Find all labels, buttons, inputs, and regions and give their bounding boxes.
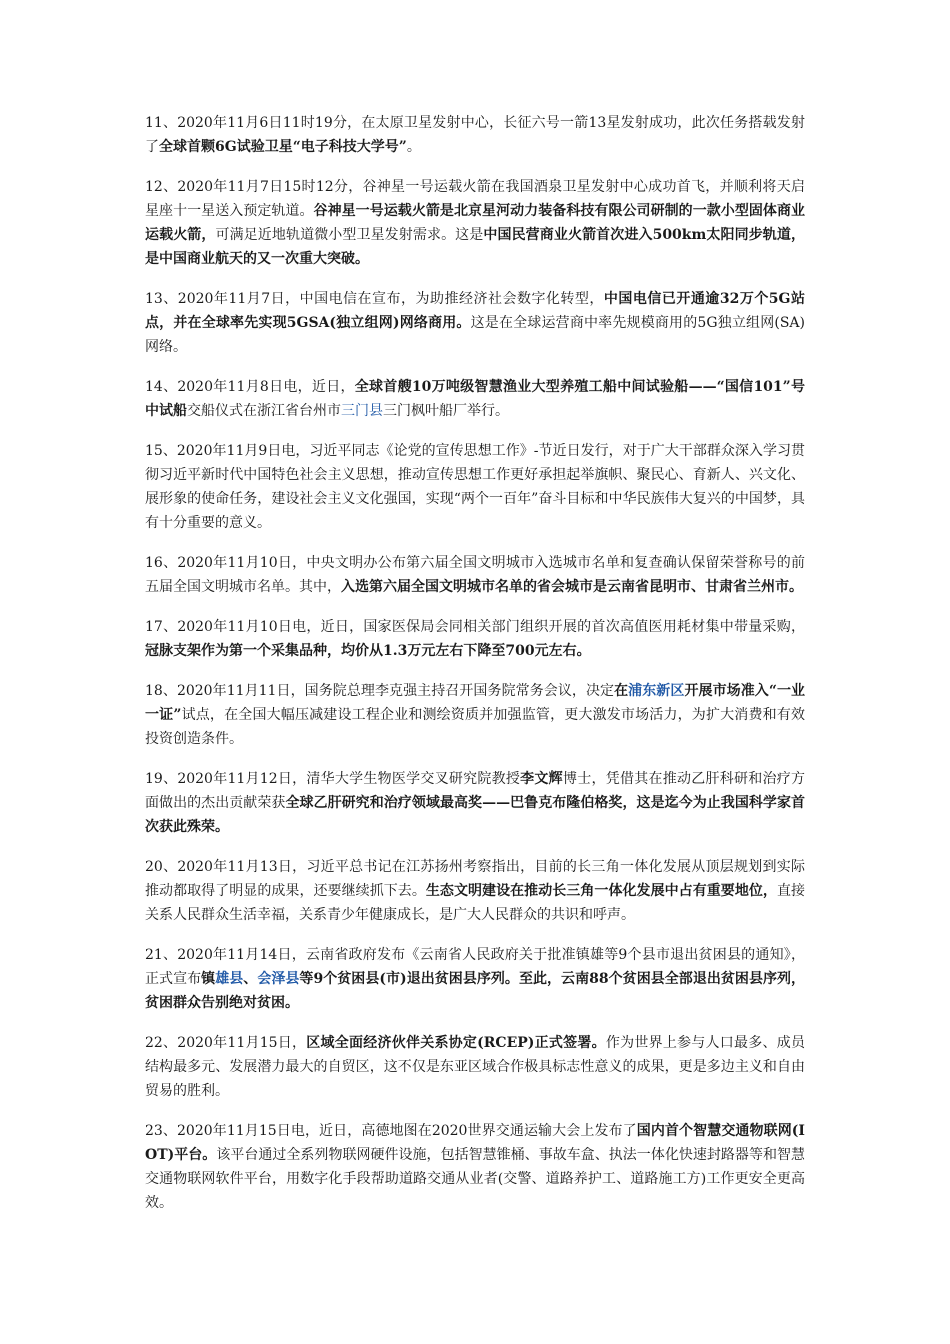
place-link[interactable]: 雄县 bbox=[215, 971, 244, 987]
news-item bbox=[145, 375, 805, 423]
text-segment: 直接关系人民群众生活幸福，关系青少年健康成长，是广大人民群众的共识和呼声。 bbox=[145, 883, 806, 923]
text-segment: 23、2020年11月15日电，近日，高德地图在2020世界交通运输大会上发布了 bbox=[145, 1123, 637, 1139]
text-segment: 。 bbox=[406, 139, 421, 155]
bold-text: 谷神星一号运载火箭是北京星河动力装备科技有限公司研制的一款小型固体商业运载火箭， bbox=[145, 203, 806, 243]
bold-text: 李文辉 bbox=[520, 771, 563, 787]
text-segment: 博士，凭借其在推动乙肝科研和治疗方面做出的杰出贡献荣获 bbox=[145, 771, 806, 811]
news-item bbox=[145, 439, 805, 535]
bold-text: 中国民营商业火箭首次进入500km太阳同步轨道，是中国商业航天的又一次重大突破。 bbox=[145, 227, 806, 267]
bold-text: 全球首艘10万吨级智慧渔业大型养殖工船中间试验船——“国信101”号中试船 bbox=[145, 379, 805, 419]
bold-text: 、 bbox=[243, 971, 258, 987]
news-list bbox=[145, 111, 805, 1231]
bold-text: 国内首个智慧交通物联网(IOT)平台。 bbox=[145, 1123, 805, 1163]
text-segment: 这是在全球运营商中率先规模商用的5G独立组网(SA)网络。 bbox=[145, 315, 806, 355]
text-segment: 12、2020年11月7日15时12分，谷神星一号运载火箭在我国酒泉卫星发射中心成功首飞，并顺利将天启星座十一星送入预定轨道。 bbox=[145, 179, 805, 219]
text-segment: 21、2020年11月14日，云南省政府发布《云南省人民政府关于批准镇雄等9个县市退出贫困县的通知》，正式宣布 bbox=[145, 947, 805, 987]
text-segment: 16、2020年11月10日，中央文明办公布第六届全国文明城市入选城市名单和复查确认保留荣誉称号的前五届全国文明城市名单。其中， bbox=[145, 555, 805, 595]
bold-text: 生态文明建设在推动长三角一体化发展中占有重要地位， bbox=[425, 883, 777, 899]
text-segment: 22、2020年11月15日， bbox=[145, 1035, 307, 1051]
bold-text: 等9个贫困县(市)退出贫困县序列。至此，云南88个贫困县全部退出贫困县序列，贫困群众告别绝对贫困。 bbox=[145, 971, 806, 1011]
bold-text: 全球乙肝研究和治疗领域最高奖——巴鲁克布隆伯格奖，这是迄今为止我国科学家首次获此殊荣。 bbox=[145, 795, 806, 835]
bold-text: 入选第六届全国文明城市名单的省会城市是云南省昆明市、甘肃省兰州市。 bbox=[341, 579, 803, 595]
text-segment: 可满足近地轨道微小型卫星发射需求。这是 bbox=[215, 227, 484, 243]
text-segment: 三门枫叶船厂举行。 bbox=[383, 403, 509, 419]
news-item bbox=[145, 679, 805, 751]
place-link[interactable]: 会泽县 bbox=[257, 971, 300, 987]
bold-text: 冠脉支架作为第一个采集品种，均价从1.3万元左右下降至700元左右。 bbox=[145, 643, 591, 659]
bold-text: 全球首颗6G试验卫星“电子科技大学号” bbox=[159, 139, 407, 155]
news-item bbox=[145, 615, 805, 663]
text-segment: 试点，在全国大幅压减建设工程企业和测绘资质并加强监管，更大激发市场活力，为扩大消费和有效投资创造条件。 bbox=[145, 707, 805, 747]
bold-text: 中国电信已开通逾32万个5G站点，并在全球率先实现5GSA(独立组网)网络商用。 bbox=[145, 291, 805, 331]
news-item bbox=[145, 767, 805, 839]
text-segment: 20、2020年11月13日，习近平总书记在江苏扬州考察指出，目前的长三角一体化发展从顶层规划到实际推动都取得了明显的成果，还要继续抓下去。 bbox=[145, 859, 805, 899]
place-link[interactable]: 浦东新区 bbox=[628, 683, 685, 699]
bold-text: 在 bbox=[614, 683, 629, 699]
text-segment: 该平台通过全系列物联网硬件设施，包括智慧锥桶、事故车盒、执法一体化快速封路器等和智慧交通物联网软件平台，用数字化手段帮助道路交通从业者(交警、道路养护工、道路施工方)工作更安全更高效。 bbox=[145, 1147, 805, 1211]
news-item bbox=[145, 943, 805, 1015]
news-item bbox=[145, 855, 805, 927]
text-segment: 11、2020年11月6日11时19分，在太原卫星发射中心，长征六号一箭13星发射成功，此次任务搭载发射了 bbox=[145, 115, 805, 155]
news-item bbox=[145, 551, 805, 599]
text-segment: 作为世界上参与人口最多、成员结构最多元、发展潜力最大的自贸区，这不仅是东亚区域合作极具标志性意义的成果，更是多边主义和自由贸易的胜利。 bbox=[145, 1035, 806, 1099]
text-segment: 13、2020年11月7日，中国电信在宣布，为助推经济社会数字化转型， bbox=[145, 291, 604, 307]
text-segment: 14、2020年11月8日电，近日， bbox=[145, 379, 355, 395]
news-item bbox=[145, 175, 805, 271]
text-segment: 交船仪式在浙江省台州市 bbox=[187, 403, 341, 419]
news-item bbox=[145, 111, 805, 159]
place-link[interactable]: 三门县 bbox=[341, 403, 383, 419]
news-item bbox=[145, 1119, 805, 1215]
news-item bbox=[145, 1031, 805, 1103]
text-segment: 17、2020年11月10日电，近日，国家医保局会同相关部门组织开展的首次高值医用耗材集中带量采购， bbox=[145, 619, 805, 635]
bold-text: 开展市场准入“一业一证” bbox=[145, 683, 806, 723]
bold-text: 镇 bbox=[201, 971, 216, 987]
news-item bbox=[145, 287, 805, 359]
text-segment: 18、2020年11月11日，国务院总理李克强主持召开国务院常务会议，决定 bbox=[145, 683, 615, 699]
text-segment: 15、2020年11月9日电，习近平同志《论党的宣传思想工作》-节近日发行，对于广大干部群众深入学习贯彻习近平新时代中国特色社会主义思想，推动宣传思想工作更好承担起举旗帜、聚民心、育新人、兴文化、展形象的使命任务，建设社会主义文化强国，实现“两个一百年”奋斗目标和中华民族伟大复兴的中国梦，具有十分重要的意义。 bbox=[145, 443, 805, 531]
text-segment: 19、2020年11月12日，清华大学生物医学交叉研究院教授 bbox=[145, 771, 521, 787]
bold-text: 区域全面经济伙伴关系协定(RCEP)正式签署。 bbox=[306, 1035, 606, 1051]
